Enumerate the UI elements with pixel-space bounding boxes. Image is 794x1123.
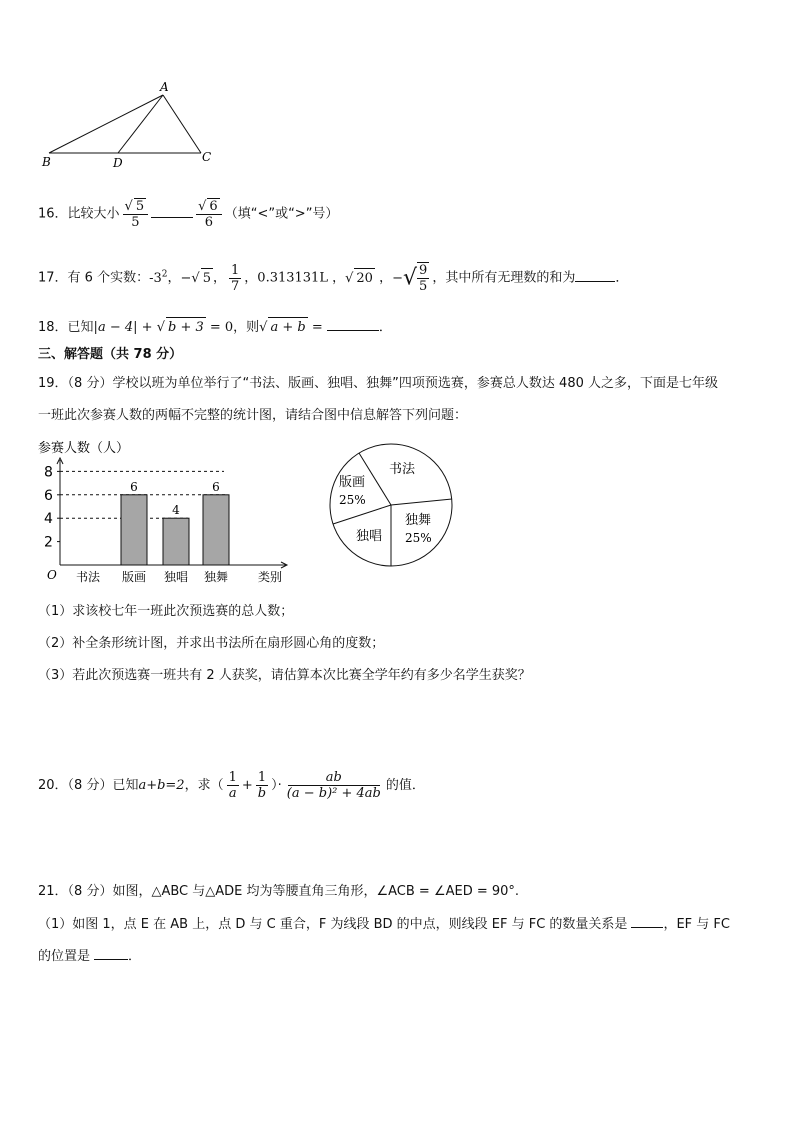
bar-value-label: 6 (212, 479, 220, 494)
bar-category-label: 书法 (75, 570, 101, 584)
question-20: 20．（8 分）已知a+b=2，求（ $\frac{1}{a}$ + $\frac{1}{b}$ ）· $\frac{ab}{\text{(a − b)² + 4ab}}$ 的值． (38, 770, 425, 801)
q17-sqrt20: √ 20 (345, 271, 375, 286)
q18-prefix: 18．已知 (38, 320, 94, 335)
q17-suffix: ，其中所有无理数的和为 (432, 270, 576, 286)
bar-origin-label: O (47, 568, 57, 582)
pie-slice-label-dance: 独舞 (405, 513, 432, 528)
q18-root-sum: √ a + b (259, 320, 308, 335)
q16-right-fraction: $\frac{√ 6}{6}$ (196, 198, 222, 230)
point-c-label: C (202, 150, 212, 164)
q21-answer-blank-2[interactable] (94, 945, 128, 960)
q17-neg-three-sq: $-3^2$ (149, 269, 168, 286)
bar-category-label: 版画 (121, 570, 147, 584)
bar-category-label: 独舞 (203, 570, 229, 584)
pie-slice-label-solo: 独唱 (356, 529, 383, 544)
q17-prefix: 17．有 6 个实数： (38, 270, 150, 286)
q19-sub-2: （2）补全条形统计图，并求出书法所在扇形圆心角的度数； (38, 636, 385, 651)
q16-answer-blank[interactable] (151, 203, 193, 218)
q17-decimal: 0.313131L (257, 270, 328, 286)
pie-chart (326, 440, 458, 572)
bar-chart (36, 436, 292, 588)
bar-y-axis-title: 参赛人数（人） (38, 441, 130, 456)
point-a-label: A (160, 80, 169, 94)
question-16 (38, 198, 338, 230)
side-ac (163, 95, 201, 153)
bar-x-axis-title: 类别 (258, 570, 283, 584)
section-3-title: 三、解答题（共 78 分） (38, 347, 183, 362)
pie-slice-label-print: 版画 (339, 475, 366, 490)
q18-abs-expr: |a − 4| (93, 320, 138, 335)
bar-y-tick-label: 2 (44, 534, 53, 551)
q21-line-1: 21．（8 分）如图，△ABC 与△ADE 均为等腰直角三角形，∠ACB = ∠AED = 90°. (38, 884, 520, 899)
q21-answer-blank-1[interactable] (631, 913, 663, 928)
point-d-label: D (113, 156, 123, 170)
pie-slice-label-calligraphy: 书法 (389, 462, 416, 477)
triangle-figure (30, 78, 230, 173)
bar-4 (203, 495, 229, 565)
bar-y-tick-label: 6 (44, 487, 53, 504)
q16-hint: （填“<”或“>”号） (224, 206, 339, 222)
q20-big-fraction: $\frac{ab}{\text{(a − b)² + 4ab}}$ (286, 770, 381, 801)
segment-ad (118, 95, 163, 153)
q20-condition: a+b=2 (138, 778, 185, 793)
pie-slice-pct-dance: 25% (405, 531, 432, 545)
q19-line-2: 一班此次参赛人数的两幅不完整的统计图，请结合图中信息解答下列问题： (38, 408, 468, 423)
q20-prefix: 20．（8 分）已知 (38, 778, 139, 793)
bar-value-label: 4 (172, 503, 180, 518)
q16-left-fraction: $\frac{√ 5}{5}$ (123, 198, 149, 230)
bar-2 (121, 495, 147, 565)
q17-neg-sqrt5: −√ 5 (181, 271, 213, 286)
q18-answer-blank[interactable] (327, 316, 379, 331)
q21-line-3: 的位置是 ． (38, 945, 141, 967)
q20-frac-1-over-b: $\frac{1}{b}$ (257, 770, 267, 801)
pie-slice-pct-print: 25% (339, 493, 366, 507)
question-18: 18．已知|a − 4| + √ b + 3 = 0，则√ a + b = ． (38, 316, 392, 338)
q18-root-expr: √ b + 3 (157, 320, 206, 335)
q17-neg-sqrt-frac: −√ $\frac{9}{5}$ (392, 263, 428, 294)
q19-line-1: 19．（8 分）学校以班为单位举行了“书法、版画、独唱、独舞”四项预选赛，参赛总人数达 480 人之多，下面是七年级 (38, 376, 718, 391)
q17-answer-blank[interactable] (575, 267, 615, 282)
q20-frac-1-over-a: $\frac{1}{a}$ (228, 770, 237, 801)
point-b-label: B (42, 155, 51, 169)
question-17: 17．有 6 个实数：$-3^2$，−√ 5 ， $\frac{1}{7}$ ，0.313131L ，√ 20 ，−√ $\frac{9}{5}$ ，其中所有无理数的和为 ． (38, 262, 629, 294)
q17-fraction: $\frac{1}{7}$ (231, 262, 240, 294)
q19-sub-3: （3）若此次预选赛一班共有 2 人获奖，请估算本次比赛全学年约有多少名学生获奖？ (38, 668, 531, 683)
bar-y-tick-label: 4 (44, 511, 53, 528)
bar-category-label: 独唱 (163, 570, 189, 584)
q19-sub-1: （1）求该校七年一班此次预选赛的总人数； (38, 604, 294, 619)
q16-prefix: 16．比较大小 (38, 206, 120, 222)
side-ab (49, 95, 163, 153)
bar-value-label: 6 (130, 479, 138, 494)
bar-3 (163, 518, 189, 565)
bar-y-tick-label: 8 (44, 464, 53, 481)
q21-line-2: （1）如图 1，点 E 在 AB 上，点 D 与 C 重合，F 为线段 BD 的中点，则线段 EF 与 FC 的数量关系是 ，EF 与 FC (38, 913, 730, 935)
